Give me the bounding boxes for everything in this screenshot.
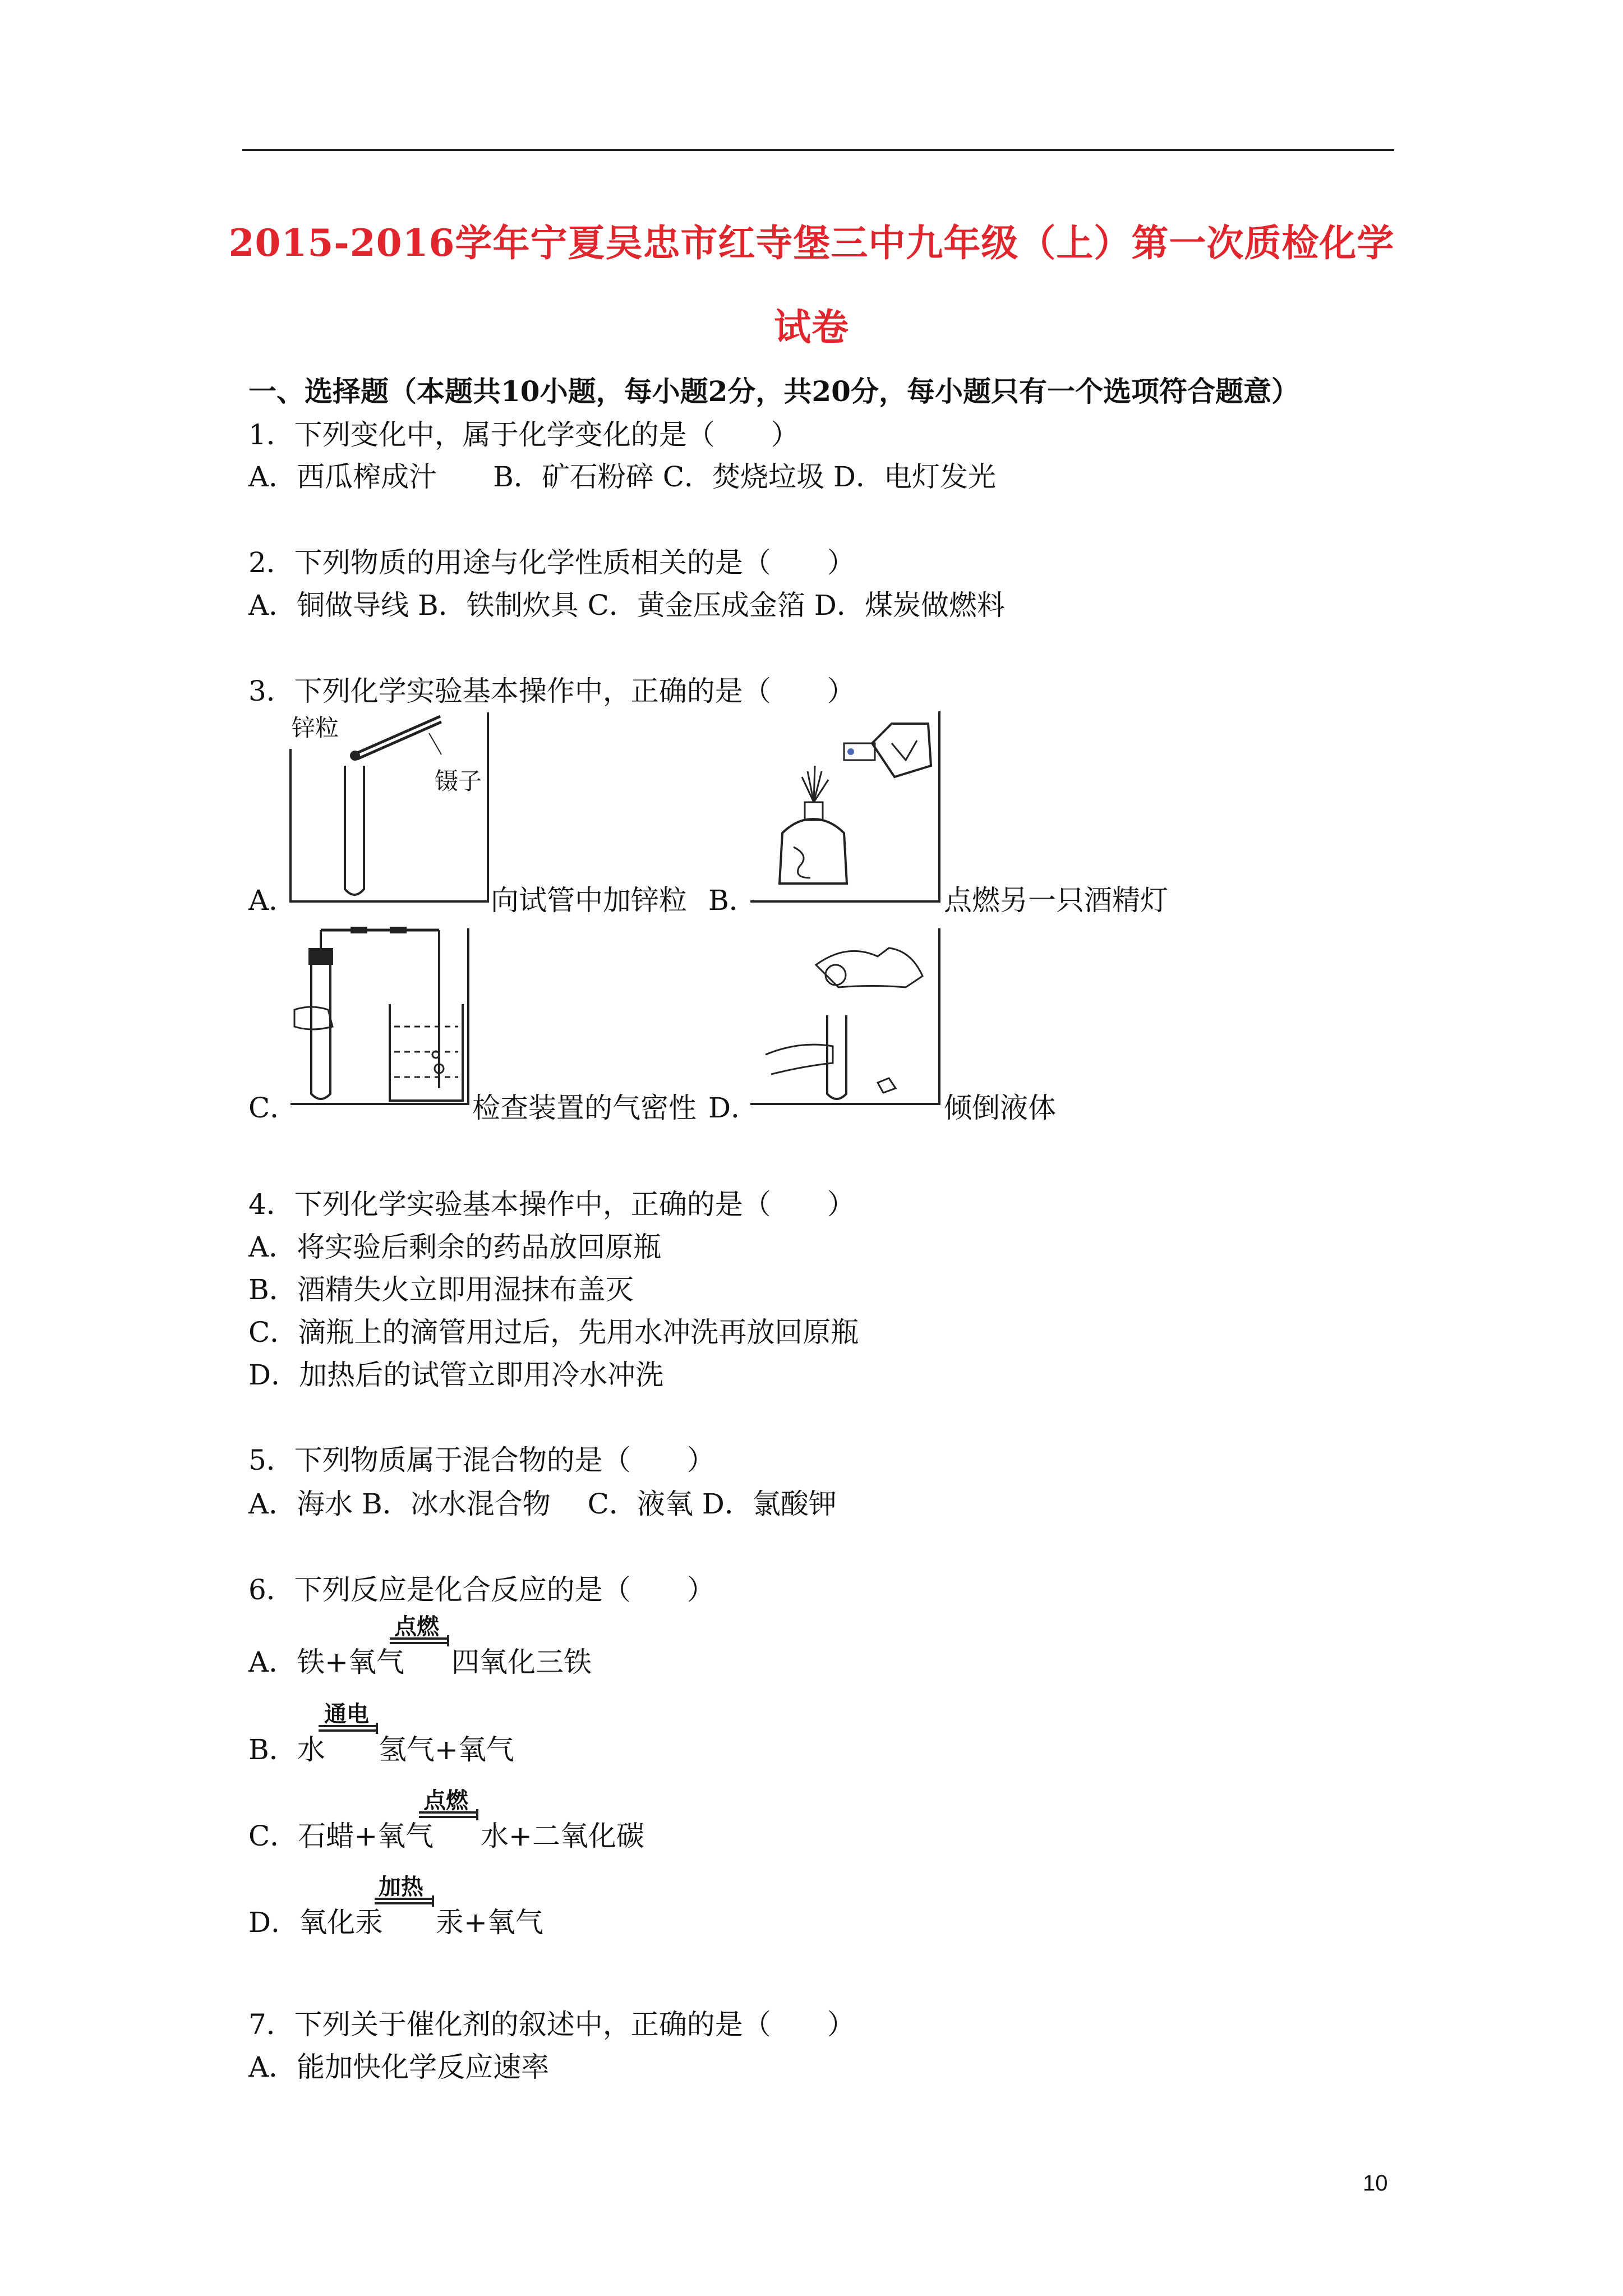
equation-d-left: D．氧化汞 <box>248 1906 384 1939</box>
equation-a-condition: 点燃 <box>394 1614 439 1640</box>
reaction-arrow-icon <box>319 1723 380 1734</box>
question-5-stem: 5．下列物质属于混合物的是（ ） <box>248 1444 715 1476</box>
header-rule <box>242 149 1394 151</box>
equation-c-right: 水+二氧化碳 <box>481 1820 644 1852</box>
equation-c-left: C．石蜡+氧气 <box>248 1820 434 1852</box>
question-4-option-c: C．滴瓶上的滴管用过后，先用水冲洗再放回原瓶 <box>248 1316 859 1349</box>
reaction-arrow-icon <box>375 1895 436 1907</box>
equation-a-right: 四氧化三铁 <box>451 1646 592 1678</box>
equation-c-condition: 点燃 <box>423 1788 468 1814</box>
reaction-arrow-icon <box>419 1809 481 1820</box>
question-5-options: A．海水 B．冰水混合物 C．液氧 D．氯酸钾 <box>248 1488 837 1520</box>
question-7-option-a: A．能加快化学反应速率 <box>248 2051 550 2083</box>
page-number: 10 <box>1363 2171 1388 2196</box>
question-2-options: A．铜做导线 B．铁制炊具 C．黄金压成金箔 D．煤炭做燃料 <box>248 589 1005 622</box>
option-3d-text: 倾倒液体 <box>944 1092 1056 1124</box>
question-4-option-b: B．酒精失火立即用湿抹布盖灭 <box>248 1273 634 1306</box>
equation-b-condition: 通电 <box>324 1701 369 1727</box>
option-3b-letter: B． <box>708 884 757 917</box>
option-3a-letter: A． <box>248 884 297 917</box>
question-2-stem: 2．下列物质的用途与化学性质相关的是（ ） <box>248 546 855 579</box>
option-3d-letter: D． <box>708 1092 759 1124</box>
equation-d-right: 汞+氧气 <box>436 1906 543 1939</box>
equation-d-condition: 加热 <box>379 1874 423 1900</box>
equation-b-right: 氢气+氧气 <box>379 1733 514 1766</box>
label-zinc: 锌粒 <box>292 714 339 742</box>
option-3b-text: 点燃另一只酒精灯 <box>944 884 1168 917</box>
figure-lighting-alcohol-lamp <box>749 710 942 903</box>
question-6-stem: 6．下列反应是化合反应的是（ ） <box>248 1573 715 1606</box>
equation-a-left: A．铁+氧气 <box>248 1646 405 1678</box>
question-7-stem: 7．下列关于催化剂的叙述中，正确的是（ ） <box>248 2008 855 2041</box>
figure-check-airtightness <box>289 926 471 1105</box>
reaction-arrow-icon <box>390 1635 451 1646</box>
question-3-stem: 3．下列化学实验基本操作中，正确的是（ ） <box>248 675 855 707</box>
question-4-option-d: D．加热后的试管立即用冷水冲洗 <box>248 1359 664 1391</box>
page-title-continued: 试卷 <box>774 305 849 349</box>
question-4-option-a: A．将实验后剩余的药品放回原瓶 <box>248 1231 662 1263</box>
label-tweezers: 镊子 <box>435 767 482 795</box>
equation-b-left: B．水 <box>248 1733 325 1766</box>
option-3c-text: 检查装置的气密性 <box>472 1092 697 1124</box>
option-3c-letter: C． <box>248 1092 298 1124</box>
question-1-stem: 1．下列变化中，属于化学变化的是（ ） <box>248 418 799 451</box>
option-3a-text: 向试管中加锌粒 <box>491 884 687 917</box>
question-1-options: A．西瓜榨成汁 B．矿石粉碎 C．焚烧垃圾 D．电灯发光 <box>248 461 996 493</box>
figure-pouring-liquid <box>749 926 942 1105</box>
question-4-stem: 4．下列化学实验基本操作中，正确的是（ ） <box>248 1188 855 1221</box>
section-heading: 一、选择题（本题共10小题，每小题2分，共20分，每小题只有一个选项符合题意） <box>248 375 1299 408</box>
page-title: 2015-2016学年宁夏吴忠市红寺堡三中九年级（上）第一次质检化学 <box>228 221 1395 265</box>
